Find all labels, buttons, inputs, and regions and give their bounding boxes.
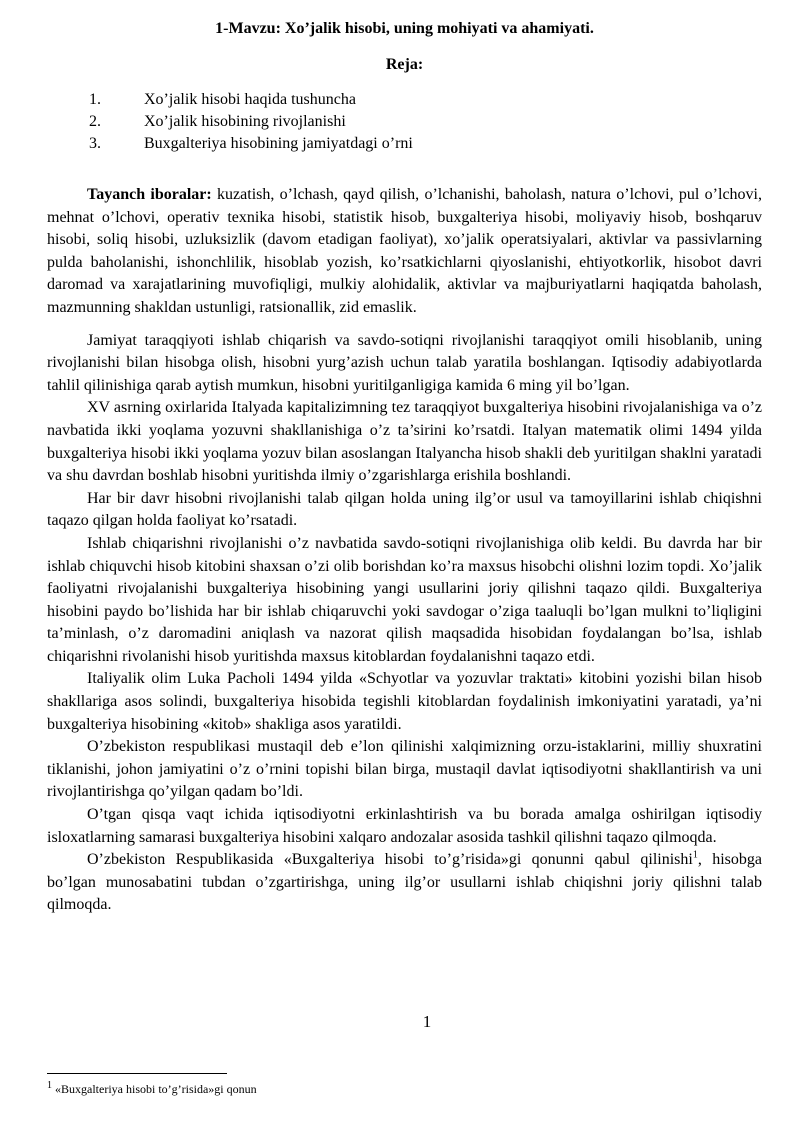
paragraph-text: , hisobga bo’lgan munosabatini tubdan o’zgartirishga, uning ilg’or usullarni ishlab chiqishni joriy qilishni talab qilmoqda. [47,851,763,914]
plan-item [47,133,762,155]
document-page [47,0,762,1131]
footnote-reference[interactable]: 1 [692,849,698,861]
plan-item-text: Xo’jalik hisobi haqida tushuncha [144,91,356,108]
plan-item-number: 1. [89,91,101,108]
footnote-divider [47,1073,227,1074]
body-text [47,184,762,917]
keywords-paragraph [47,184,762,320]
plan-item-number: 2. [89,113,101,130]
paragraph: O’tgan qisqa vaqt ichida iqtisodiyotni erkinlashtirish va bu borada amalga oshirilgan iqtisodiy isloxatlarning samarasi buxgalteriya hisobini xalqaro andozalar asosida tashkil qilishni taqazo qilmoqda. [47,806,762,846]
keywords-label: Tayanch iboralar: [87,186,212,203]
page-number: 1 [422,1012,432,1031]
plan-item-text: Xo’jalik hisobining rivojlanishi [144,113,346,130]
plan-item-number: 3. [89,135,101,152]
footnote [47,1082,257,1097]
plan-item [47,89,762,111]
paragraph: XV asrning oxirlarida Italyada kapitalizimning tez taraqqiyot buxgalteriya hisobini rivojalanishiga va o’z navbatida ikki yoqlama yozuvni shakllanishiga o’z ta’sirini ko’rsatdi. Italyan matematik olimi 1494 yilda buxgalteriya hisobi ikki yoqlama yozuv bilan asoslangan Italyancha hisob shakli deb yuritilgan shaklni yaratadi va shu davrdan boshlab hisobni yuritishda ilmiy o’zgarishlarga erishila boshlandi. [47,399,762,485]
paragraph: Italiyalik olim Luka Pacholi 1494 yilda «Schyotlar va yozuvlar traktati» kitobini yozishi bilan hisob shakllariga asos solindi, buxgalteriya hisobida tegishli kitoblardan foydalinish imkoniyatini yaratadi, ya’ni buxgalteriya hisobining «kitob» shakliga asos yaratildi. [47,670,762,733]
plan-list [47,89,762,155]
page-title: 1-Mavzu: Xo’jalik hisobi, uning mohiyati va ahamiyati. [215,20,594,37]
paragraph: Ishlab chiqarishni rivojlanishi o’z navbatida savdo-sotiqni rivojlanishiga olib keldi. Bu davrda har bir ishlab chiquvchi hisob kitobini shaxsan o’zi olib borishdan ko’ra maxsus hisobchi olishni lozim topdi. Xo’jalik faoliyatni rivojalanishi buxgalteriya hisobining yangi usullarini joriy qilishni taqazo qildi. Buxgalteriya hisobini paydo bo’lishida har bir ishlab chiqaruvchi yoki savdogar o’ziga taaluqli bo’lgan mulkni to’liqligini ta’minlash, o’z daromadini aniqlash va nazorat qilish maqsadida hisobidan foydalangan bo’lsa, ishlab chiqarishni rivolanishi hisob yuritishda maxsus kitoblardan foydalanishni taqazo etdi. [47,534,762,665]
footnote-text: «Buxgalteriya hisobi to’g’risida»gi qonun [52,1082,257,1096]
plan-item [47,111,762,133]
paragraph [47,849,762,917]
keywords-text: kuzatish, o’lchash, qayd qilish, o’lchanishi, baholash, natura o’lchovi, pul o’lchovi, mehnat o’lchovi, operativ texnika hisobi, statistik hisob, buxgalteriya hisobi, moliyaviy hisob, boshqaruv hisobi, soliq hisobi, uzluksizlik (davom etadigan faoliyat), xo’jalik operatsiyalari, aktivlar va passivlarning pulda baholanishi, ishonchlilik, hisoblab yozish, ko’rsatkichlarni qiyoslanishi, ehtiyotkorlik, hisobot davri daromad va xarajatlarining muvofiqligi, mulkiy alohidalik, aktivlar va majburiyatlarni haqiqatda baholash, mazmunning shakldan ustunligi, ratsionallik, zid emaslik. [47,186,763,316]
paragraph-text: O’zbekiston Respublikasida «Buxgalteriya hisobi to’g’risida»gi qonunni qabul qilinishi [87,851,693,869]
plan-item-text: Buxgalteriya hisobining jamiyatdagi o’rni [144,135,413,152]
paragraph: Jamiyat taraqqiyoti ishlab chiqarish va savdo-sotiqni rivojlanishi taraqqiyot omili hisoblanib, uning rivojlanishi bilan hisobga olish, hisobni yurg’azish uchun talab yaratila boshlangan. Iqtisodiy adabiyotlarda tahlil qilinishiga qarab aytish mumkun, hisobni yuritilganligiga kamida 6 ming yil bo’lgan. [47,331,762,394]
paragraph: Har bir davr hisobni rivojlanishi talab qilgan holda uning ilg’or usul va tamoyillarini ishlab chiqishni taqazo qilgan holda faoliyat ko’rsatadi. [47,489,762,530]
footnote-mark: 1 [47,1080,52,1091]
plan-heading: Reja: [385,56,424,73]
paragraph: O’zbekiston respublikasi mustaqil deb e’lon qilinishi xalqimizning orzu-istaklarini, milliy shuxratini tiklanishi, johon jamiyatini o’z o’rnini topishi bilan birga, mustaqil davlat iqtisodiyotni shakllantirish va uni rivojlantirishga qo’yilgan qadam bo’ldi. [47,738,762,801]
